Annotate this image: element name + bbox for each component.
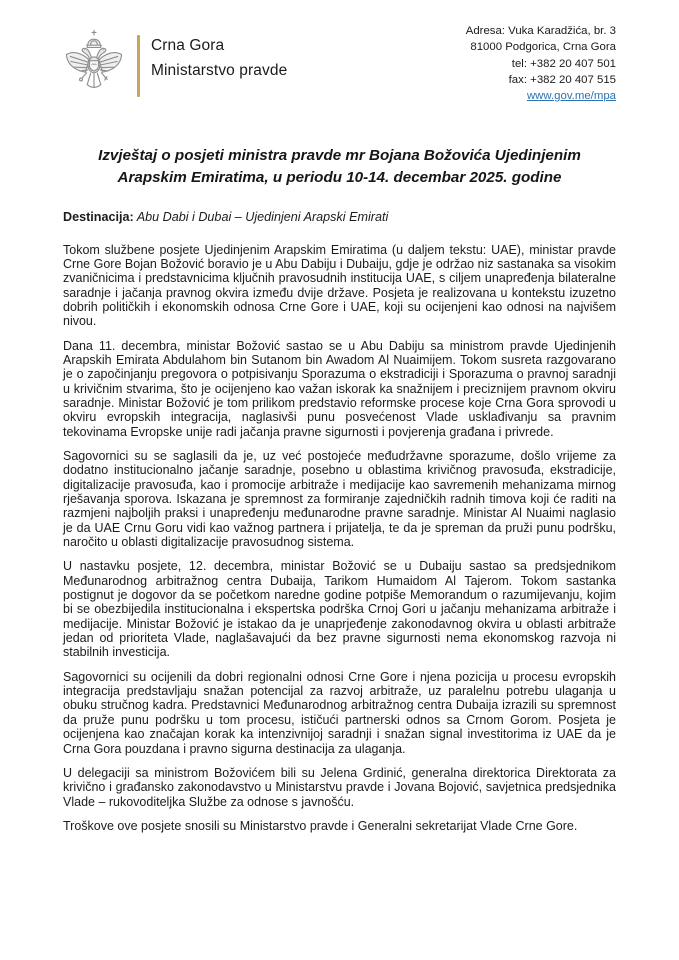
ministry-brand	[63, 20, 287, 112]
page-title: Izvještaj o posjeti ministra pravde mr Bojana Božovića Ujedinjenim Arapskim Emiratima, u periodu 10-14. decembar 2025. godine	[98, 147, 581, 186]
report-body	[63, 243, 616, 834]
org-names	[151, 33, 287, 83]
paragraph: Troškove ove posjete snosili su Ministarstvo pravde i Generalni sekretarijat Vlade Crne Gore.	[63, 818, 578, 833]
destination-line	[63, 210, 616, 225]
address-block	[466, 20, 616, 104]
destination-label: Destinacija:	[63, 210, 134, 224]
paragraph: U delegaciji sa ministrom Božovićem bili su Jelena Grdinić, generalna direktorica Direktorata za krivično i građansko zakonodavstvo u Ministarstvu pravde i Jovana Bojović, savjetnica predsjednika Vlade – rukovoditeljka Službe za odnose s javnošću.	[63, 765, 616, 809]
coat-of-arms-montenegro-icon	[63, 20, 125, 112]
address-line: 81000 Podgorica, Crna Gora	[470, 41, 616, 54]
gold-divider	[137, 35, 140, 97]
letterhead	[63, 20, 616, 120]
paragraph: Sagovornici su se saglasili da je, uz već postojeće međudržavne sporazume, došlo vrijeme za dodatno institucionalno jačanje saradnje, posebno u oblastima krivičnog pravosuđa, ekstradicije, digitalizacije pravosuđa, kao i promocije arbitraže i medijacije kao savremenih mehanizama mirnog rješavanja sporova. Iskazana je spremnost za formiranje zajedničkih radnih timova koji će raditi na razmjeni najboljih praksi i unapređenju međunarodne pravne saradnje. Ministar Al Nuaimi naglasio je da UAE Crnu Goru vidi kao važnog partnera i prijatelja, te da je spreman da pruži punu podršku, naročito u oblasti digitalizacije pravosudnog sistema.	[63, 448, 616, 550]
paragraph: Tokom službene posjete Ujedinjenim Arapskim Emiratima (u daljem tekstu: UAE), ministar pravde Crne Gore Bojan Božović boravio je u Abu Dabiju i Dubaiju, gdje je održao niz sastanaka sa visokim zvaničnicima i predstavnicima ključnih pravosudnih institucija UAE, s ciljem unapređenja bilateralne saradnje i jačanja pravnog okvira između dvije države. Posjeta je realizovana u kontekstu izuzetno dobrih političkih i ekonomskih odnosa Crne Gore i UAE, koji su ocijenjeni kao odnosi na najvišem nivou.	[63, 242, 616, 329]
paragraph: Dana 11. decembra, ministar Božović sastao se u Abu Dabiju sa ministrom pravde Ujedinjenih Arapskih Emirata Abdulahom bin Sutanom bin Awadom Al Nuaimijem. Tokom susreta razgovarano je o započinjanju pregovora o potpisivanju Sporazuma o ekstradiciji i Sporazuma o pravnoj saradnji u krivičnim stvarima, što je ocijenjeno kao važan iskorak ka snažnijem i preciznijem pravnom okviru saradnje. Ministar Božović je tom prilikom predstavio reformske procese koje Crna Gora sprovodi u okviru evropskih integracija, naglasivši punu posvećenost Vlade usklađivanju sa pravnim tekovinama Evropske unije radi jačanja pravne sigurnosti i povjerenja građana i privrede.	[63, 338, 616, 439]
address-line: fax: +382 20 407 515	[508, 73, 616, 86]
paragraph: Sagovornici su ocijenili da dobri regionalni odnosi Crne Gore i njena pozicija u procesu evropskih integracija predstavljaju snažan potencijal za razvoj arbitraže, uz paralelnu potrebu ulaganja u obuku stručnog kadra. Predstavnici Međunarodnog arbitražnog centra Dubaija izrazili su spremnost da pruže punu podršku u tom procesu, ističući partnerski odnos sa Crnom Gorom. Posjeta je ocijenjena kao značajan korak ka intenzivnijoj saradnji i snažan signal investitorima iz UAE da je Crna Gora pouzdana i pravno sigurna destinacija za ulaganja.	[63, 669, 616, 756]
address-line: tel: +382 20 407 501	[511, 57, 616, 70]
website-link[interactable]: www.gov.me/mpa	[526, 90, 616, 103]
paragraph: U nastavku posjete, 12. decembra, ministar Božović se u Dubaiju sastao sa predsjednikom Međunarodnog arbitražnog centra Dubaija, Tarikom Humaidom Al Tajerom. Tokom sastanka postignut je dogovor da se početkom naredne godine potpiše Memorandum o razumijevanju, kojim bi se obezbijedila institucionalna i ekspertska podrška Crnoj Gori u jačanju mehanizama arbitraže i medijacije. Ministar Božović je istakao da je unaprjeđenje zakonodavnog okvira u oblasti arbitraže jedan od prioriteta Vlade, naglašavajući da bez pravne sigurnosti nema ekonomskog razvoja ni stabilnih investicija.	[63, 559, 616, 660]
address-line: Adresa: Vuka Karadžića, br. 3	[465, 25, 616, 37]
org-name: Ministarstvo pravde	[151, 62, 288, 79]
destination-value: Abu Dabi i Dubai – Ujedinjeni Arapski Emirati	[133, 210, 389, 224]
org-country: Crna Gora	[151, 37, 225, 54]
